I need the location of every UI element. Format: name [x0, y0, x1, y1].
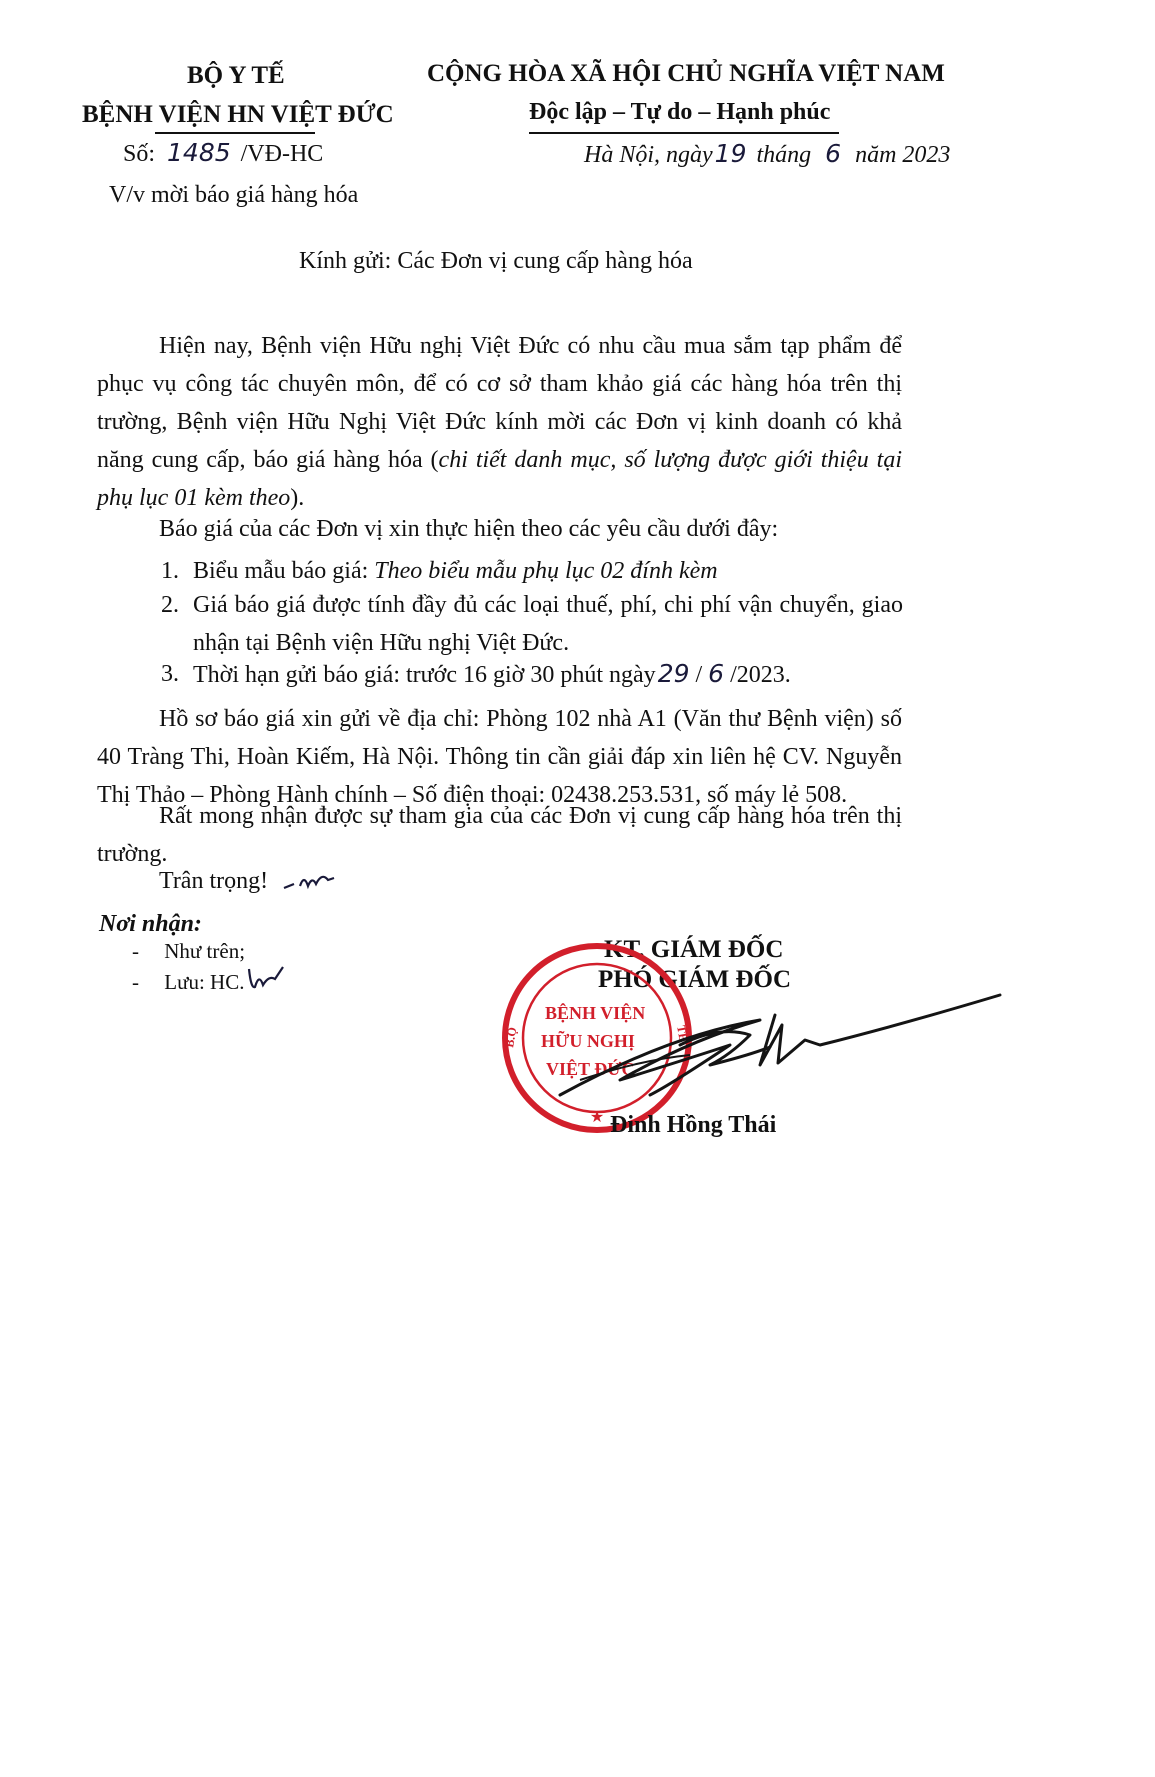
list-item-content: [193, 552, 903, 590]
hospital-underline: [155, 132, 315, 134]
ministry-name: BỘ Y TẾ: [187, 62, 285, 89]
paragraph-intro-end: ).: [290, 485, 305, 511]
list-item: [161, 552, 179, 590]
paragraph-intro-text: Hiện nay, Bệnh viện Hữu nghị Việt Đức có nhu cầu mua sắm tạp phẩm để phục vụ công tác chuyên môn, để có cơ sở tham khảo giá các hàng hóa trên thị trường, Bệnh viện Hữu Nghị Việt Đức kính mời các Đơn vị kinh doanh có khả năng cung cấp, báo giá hàng hóa (: [97, 333, 902, 473]
recipients-title: Nơi nhận:: [99, 911, 202, 937]
seal-edge-text: B.Ộ: [502, 1026, 520, 1049]
paragraph-requirements-text: Báo giá của các Đơn vị xin thực hiện theo các yêu cầu dưới đây:: [159, 516, 779, 542]
seal-line: BỆNH VIỆN: [545, 1003, 646, 1023]
hospital-name: BỆNH VIỆN HN VIỆT ĐỨC: [82, 101, 394, 128]
recipient-text: Như trên;: [164, 939, 246, 963]
recipient-text: Lưu: HC.: [164, 970, 245, 994]
date-day-handwritten: 19: [714, 139, 747, 168]
signer-name: Đinh Hồng Thái: [610, 1112, 777, 1138]
paragraph-closing-text: Rất mong nhận được sự tham gia của các Đơn vị cung cấp hàng hóa trên thị trường.: [97, 803, 902, 867]
list-item-text: Giá báo giá được tính đầy đủ các loại thuế, phí, chi phí vận chuyển, giao nhận tại Bệnh viện Hữu nghị Việt Đức.: [193, 592, 903, 656]
list-item-italic: Theo biểu mẫu phụ lục 02 đính kèm: [374, 558, 718, 584]
recipient-dash: -: [132, 970, 139, 994]
closing-greeting: [159, 868, 268, 895]
deadline-separator: /: [695, 662, 703, 688]
subject-line: V/v mời báo giá hàng hóa: [109, 182, 359, 208]
deadline-day-handwritten: 29: [657, 659, 690, 688]
recipient-dash: -: [132, 939, 139, 963]
paragraph-intro-italic: chi tiết danh mục, số lượng được giới thiệu tại phụ lục 01 kèm theo: [97, 447, 902, 511]
date-place: Hà Nội, ngày: [584, 142, 713, 168]
national-motto: Độc lập – Tự do – Hạnh phúc: [529, 99, 831, 125]
signer-title-line2: PHÓ GIÁM ĐỐC: [598, 966, 792, 993]
recipient-item: [132, 939, 245, 964]
paragraph-address-text: Hồ sơ báo giá xin gửi về địa chỉ: Phòng 102 nhà A1 (Văn thư Bệnh viện) số 40 Tràng Thi, Hoàn Kiếm, Hà Nội. Thông tin cần giải đáp xin liên hệ CV. Nguyễn Thị Thảo – Phòng Hành chính – Số điện thoại: 02438.253.531, số máy lẻ 508.: [97, 706, 902, 808]
country-name: CỘNG HÒA XÃ HỘI CHỦ NGHĨA VIỆT NAM: [427, 60, 945, 87]
document-number: [123, 138, 323, 168]
list-item-text: Thời hạn gửi báo giá: trước 16 giờ 30 phút ngày: [193, 662, 656, 688]
list-item: [161, 655, 179, 693]
seal-line: HỮU NGHỊ: [541, 1031, 635, 1051]
signer-title-line1: KT. GIÁM ĐỐC: [604, 936, 784, 963]
deadline-year: /2023.: [730, 662, 791, 688]
initial-mark-scribble: [282, 866, 342, 896]
list-item-number: 1.: [161, 558, 179, 584]
date-year: năm 2023: [855, 142, 951, 168]
list-item-text: Biểu mẫu báo giá:: [193, 558, 375, 584]
date-month-label: tháng: [756, 142, 812, 168]
list-item-number: 2.: [161, 592, 179, 618]
closing-greeting-text: Trân trọng!: [159, 868, 269, 894]
place-date: [584, 139, 950, 169]
list-item-content: [193, 655, 791, 694]
list-item-content: [193, 586, 903, 662]
list-item-number: 3.: [161, 661, 179, 687]
paragraph-intro: [97, 327, 902, 517]
initial-mark-scribble: [245, 963, 289, 995]
list-item: [161, 586, 179, 624]
salutation: Kính gửi: Các Đơn vị cung cấp hàng hóa: [299, 248, 693, 274]
document-number-suffix: /VĐ-HC: [240, 141, 324, 167]
document-number-handwritten: 1485: [167, 138, 231, 167]
paragraph-closing: [97, 797, 902, 873]
paragraph-requirements-intro: [97, 510, 902, 548]
handwritten-signature: [520, 985, 1010, 1115]
seal-line: VIỆT ĐỨC: [546, 1059, 635, 1079]
document-number-prefix: Số:: [123, 141, 156, 167]
deadline-month-handwritten: 6: [708, 659, 725, 688]
date-month-handwritten: 6: [825, 139, 842, 168]
motto-underline: [529, 132, 839, 134]
seal-star-icon: ★: [589, 1109, 605, 1126]
recipient-item: [132, 970, 244, 995]
seal-edge-text: TẾ: [674, 1024, 691, 1043]
